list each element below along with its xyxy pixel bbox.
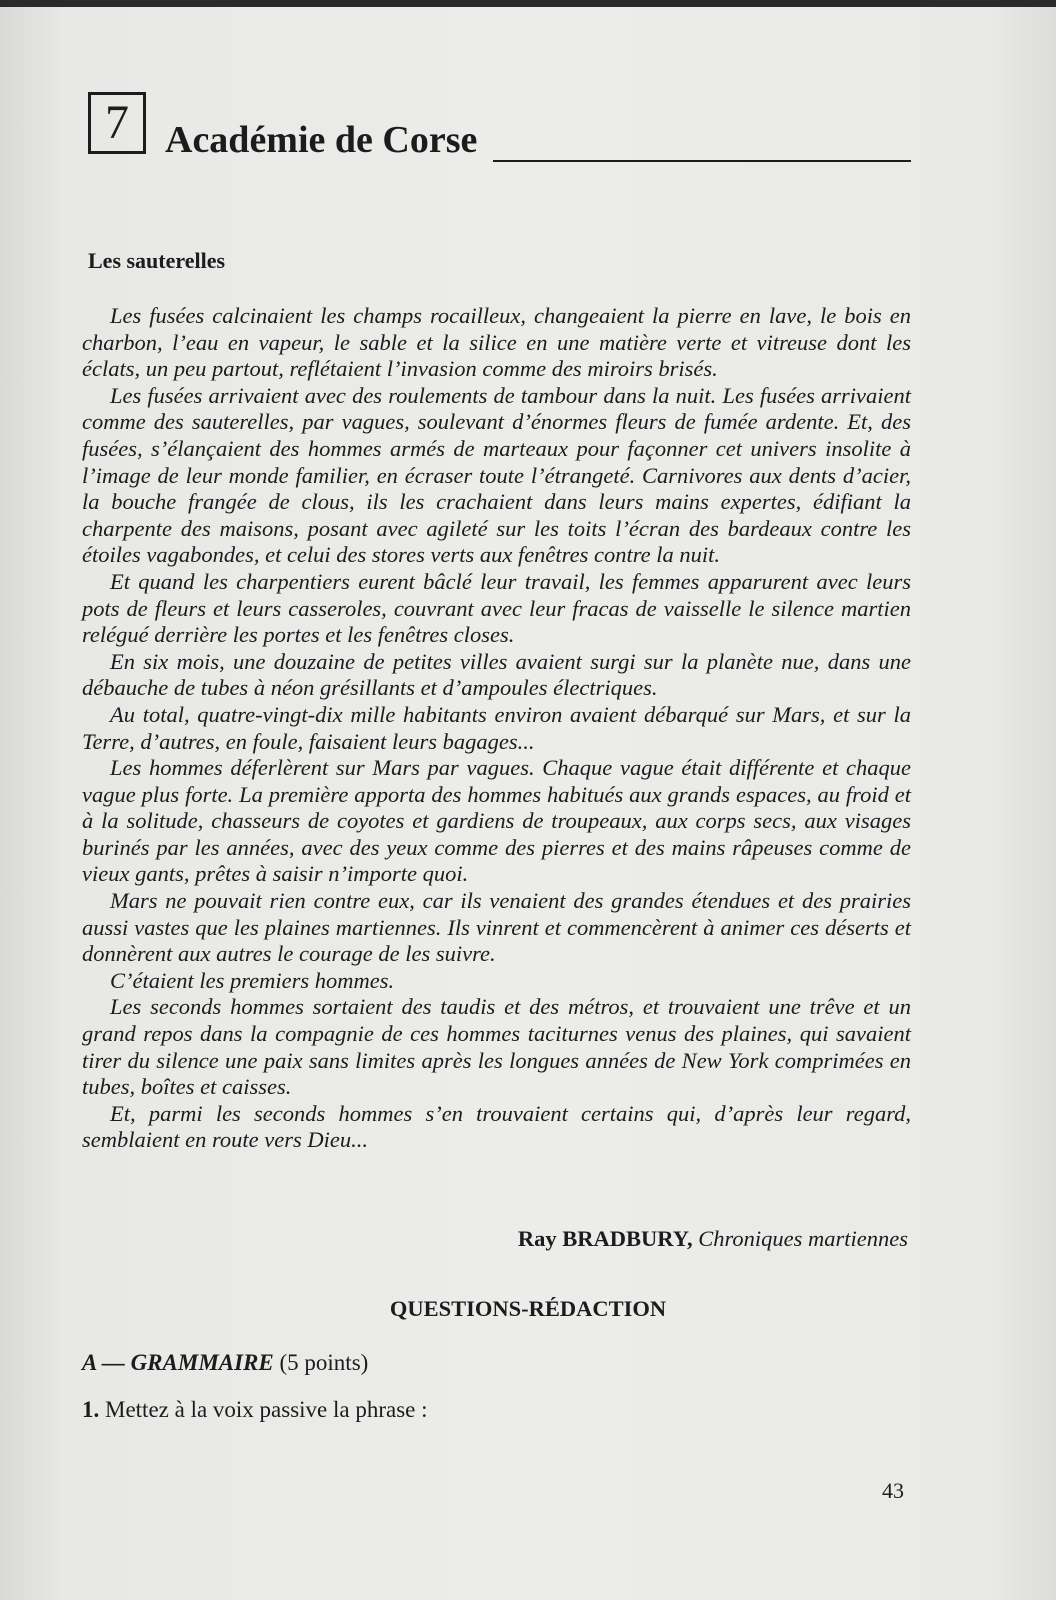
source-author: Ray BRADBURY,	[517, 1226, 693, 1251]
grammar-label: A — GRAMMAIRE	[82, 1350, 274, 1375]
excerpt-paragraph: En six mois, une douzaine de petites villes avaient surgi sur la planète nue, dans une débauche de tubes à néon grésillants et d’ampoules électriques.	[82, 648, 911, 701]
source-book: Chroniques martiennes	[698, 1226, 908, 1251]
title-rule	[493, 160, 911, 162]
excerpt-paragraph: Au total, quatre-vingt-dix mille habitants environ avaient débarqué sur Mars, et sur la Terre, d’autres, en foule, faisaient leurs bagages...	[82, 701, 911, 754]
excerpt-paragraph: Mars ne pouvait rien contre eux, car ils venaient des grandes étendues et des prairies aussi vastes que les plaines martiennes. Ils vinrent et commencèrent à animer ces déserts et donnèrent aux autres le courage de les suivre.	[82, 888, 911, 967]
questions-section-title: QUESTIONS-RÉDACTION	[389, 1296, 667, 1321]
excerpt-body	[82, 303, 911, 1154]
page-number: 43	[882, 1478, 904, 1503]
grammar-points: (5 points)	[273, 1350, 369, 1375]
excerpt-paragraph: Et quand les charpentiers eurent bâclé leur travail, les femmes apparurent avec leurs pots de fleurs et leurs casseroles, couvrant avec leur fracas de vaisselle le silence martien relégué derrière les portes et les fenêtres closes.	[82, 568, 911, 648]
excerpt-paragraph: Et, parmi les seconds hommes s’en trouvaient certains qui, d’après leur regard, semblaient en route vers Dieu...	[82, 1100, 911, 1153]
excerpt-paragraph: Les fusées calcinaient les champs rocailleux, changeaient la pierre en lave, le bois en charbon, l’eau en vapeur, le sable et la silice en une matière verte et vitreuse dont les éclats, un peu partout, reflétaient l’invasion comme des miroirs brisés.	[82, 303, 911, 382]
excerpt-paragraph: Les seconds hommes sortaient des taudis et des métros, et trouvaient une trêve et un grand repos dans la compagnie de ces hommes taciturnes venus des plaines, qui savaient tirer du silence une paix sans limites après les longues années de New York comprimées en tubes, boîtes et caisses.	[82, 994, 911, 1100]
excerpt-paragraph: C’étaient les premiers hommes.	[110, 967, 395, 993]
question-1-text: Mettez à la voix passive la phrase :	[99, 1397, 428, 1422]
excerpt-paragraph: Les hommes déferlèrent sur Mars par vagues. Chaque vague était différente et chaque vague plus forte. La première apporta des hommes habitués aux grands espaces, au froid et à la solitude, chasseurs de coyotes et gardiens de troupeaux, aux corps secs, aux visages burinés par les années, avec des yeux comme des pierres et des mains râpeuses comme de vieux gants, prêtes à saisir n’importe quoi.	[82, 755, 911, 887]
question-1-number: 1.	[82, 1397, 100, 1422]
excerpt-title: Les sauterelles	[88, 248, 226, 273]
excerpt-paragraph: Les fusées arrivaient avec des roulements de tambour dans la nuit. Les fusées arrivaient comme des sauterelles, par vagues, soulevant d’énormes fleurs de fumée ardente. Et, des fusées, s’élançaient des hommes armés de marteaux pour façonner cet univers insolite à l’image de leur monde familier, en écraser toute l’étrangeté. Carnivores aux dents d’acier, la bouche frangée de clous, ils les crachaient dans leurs mains expertes, édifiant la charpente des maisons, posant avec agileté sur les toits l’écran des bardeaux contre les étoiles vagabondes, et celui des stores verts aux fenêtres contre la nuit.	[82, 382, 911, 568]
chapter-title: Académie de Corse	[165, 119, 478, 161]
question-1	[82, 1397, 428, 1423]
excerpt-source	[518, 1226, 908, 1252]
scan-top-edge	[0, 0, 1056, 7]
chapter-number-box: 7	[88, 92, 146, 154]
grammar-subsection-heading	[82, 1350, 368, 1376]
